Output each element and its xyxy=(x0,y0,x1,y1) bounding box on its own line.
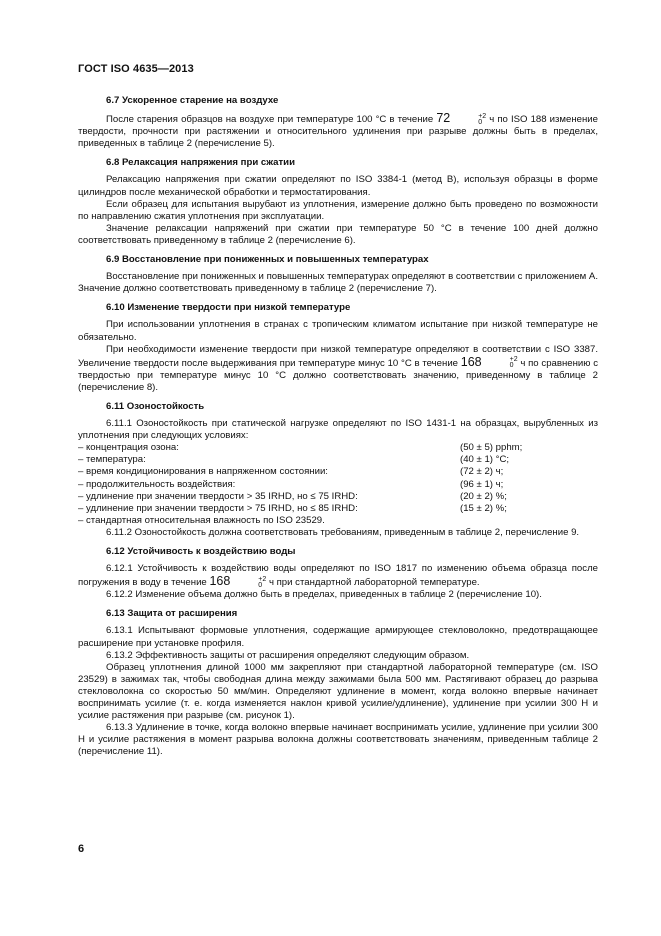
section-6-13-paragraph-2: 6.13.2 Эффективность защиты от расширения определяют следующим образом. xyxy=(106,649,470,661)
section-6-12-title: 6.12 Устойчивость к воздействию воды xyxy=(106,546,296,557)
section-6-9-paragraph: Восстановление при пониженных и повышенных температурах определяют в соответствии с приложением А. Значение должно соответствовать приведенному в таблице 2 (перечисление 7). xyxy=(78,271,598,295)
document-body xyxy=(78,95,598,759)
section-6-10-title: 6.10 Изменение твердости при низкой температуре xyxy=(106,302,351,314)
section-6-11-paragraph-1: 6.11.1 Озоностойкость при статической нагрузке определяют по ISO 1431-1 на образцах, вырубленных из уплотнения при следующих условиях: xyxy=(78,418,598,442)
section-6-10-paragraph-2: При необходимости изменение твердости при низкой температуре определяют в соответствии с ISO 3387. Увеличение твердости после выдерживания при температуре минус 10 °С в течение 168 +2 0 ч по сравнению с твердостью при температуре минус 10 °С должно соответствовать значению, приведенному в таблице 2 (перечисление 8). xyxy=(78,343,598,393)
section-6-8-title: 6.8 Релаксация напряжения при сжатии xyxy=(106,157,295,169)
section-6-11-paragraph-2: 6.11.2 Озоностойкость должна соответствовать требованиям, приведенным в таблице 2, перечисление 9. xyxy=(106,526,580,538)
tolerance: +2 0 xyxy=(509,356,518,370)
section-6-12-paragraph-1: 6.12.1 Устойчивость к воздействию воды определяют по ISO 1817 по изменению объема образца после погружения в воду в течение 168 +2 0 ч при стандартной лабораторной температуре. xyxy=(78,563,598,589)
section-6-8-paragraph-3: Значение релаксации напряжений при сжатии при температуре 50 °С в течение 100 дней должно соответствовать приведенному в таблице 2 (перечисление 6). xyxy=(78,222,598,246)
condition-row: – продолжительность воздействия: (96 ± 1) ч; xyxy=(78,478,504,490)
section-6-7-paragraph: После старения образцов на воздухе при температуре 100 °С в течение 72 +2 0 ч по ISO 188 изменение твердости, прочности при растяжении и относительного удлинения при разрыве должны быть в пределах, приведенных в таблице 2 (перечисление 5). xyxy=(78,111,598,150)
condition-row: – время кондиционирования в напряженном состоянии: (72 ± 2) ч; xyxy=(78,466,504,478)
section-6-8-paragraph-2: Если образец для испытания вырубают из уплотнения, измерение должно быть проведено по возможности по направлению сжатия уплотнения при эксплуатации. xyxy=(78,198,598,222)
document-header: ГОСТ ISO 4635—2013 xyxy=(78,63,194,75)
section-6-7-title: 6.7 Ускоренное старение на воздухе xyxy=(106,95,279,106)
section-6-12-paragraph-2: 6.12.2 Изменение объема должно быть в пределах, приведенных в таблице 2 (перечисление 10). xyxy=(106,589,542,601)
ozone-conditions-list xyxy=(78,442,598,527)
tolerance: +2 0 xyxy=(258,575,267,589)
section-6-8-paragraph-1: Релаксацию напряжения при сжатии определяют по ISO 3384-1 (метод В), используя образцы в форме цилиндров после механической обработки и термостатирования. xyxy=(78,174,598,198)
condition-row: – удлинение при значении твердости > 35 IRHD, но ≤ 75 IRHD: (20 ± 2) %; xyxy=(78,490,507,502)
section-6-13-paragraph-1: 6.13.1 Испытывают формовые уплотнения, содержащие армирующее стекловолокно, предотвращающее расширение при установке профиля. xyxy=(78,625,598,649)
condition-row: – удлинение при значении твердости > 75 IRHD, но ≤ 85 IRHD: (15 ± 2) %; xyxy=(78,502,507,514)
section-6-13-paragraph-3: Образец уплотнения длиной 1000 мм закрепляют при стандартной лабораторной температуре (см. ISO 23529) в зажимах так, чтобы свободная длина между зажимами была 500 мм. Растягивают образец до разрыва стекловолокна со скоростью 50 мм/мин. Определяют удлинение в момент, когда волокно впервые начинает воспринимать усилие (т. е. когда изменяется наклон кривой усилие/удлинение), удлинение при усилии 300 Н и усилие растяжения при разрыве (см. рисунок 1). xyxy=(78,661,598,722)
section-6-13-title: 6.13 Защита от расширения xyxy=(106,608,238,620)
section-6-10-paragraph-1: При использовании уплотнения в странах с тропическим климатом испытание при низкой температуре не обязательно. xyxy=(78,319,598,343)
condition-row-humidity: – стандартная относительная влажность по ISO 23529. xyxy=(78,514,325,526)
condition-row: – концентрация озона: (50 ± 5) pphm; xyxy=(78,442,523,454)
condition-row: – температура: (40 ± 1) °С; xyxy=(78,454,510,466)
page-number: 6 xyxy=(78,843,85,855)
tolerance: +2 0 xyxy=(478,112,487,126)
section-6-13-paragraph-4: 6.13.3 Удлинение в точке, когда волокно впервые начинает воспринимать усилие, удлинение при усилии 300 Н и усилие растяжения в момент разрыва волокна должны соответствовать значениям, приведенным таблице 2 (перечисление 11). xyxy=(78,722,598,758)
section-6-11-title: 6.11 Озоностойкость xyxy=(106,400,205,412)
section-6-9-title: 6.9 Восстановление при пониженных и повышенных температурах xyxy=(106,254,429,266)
